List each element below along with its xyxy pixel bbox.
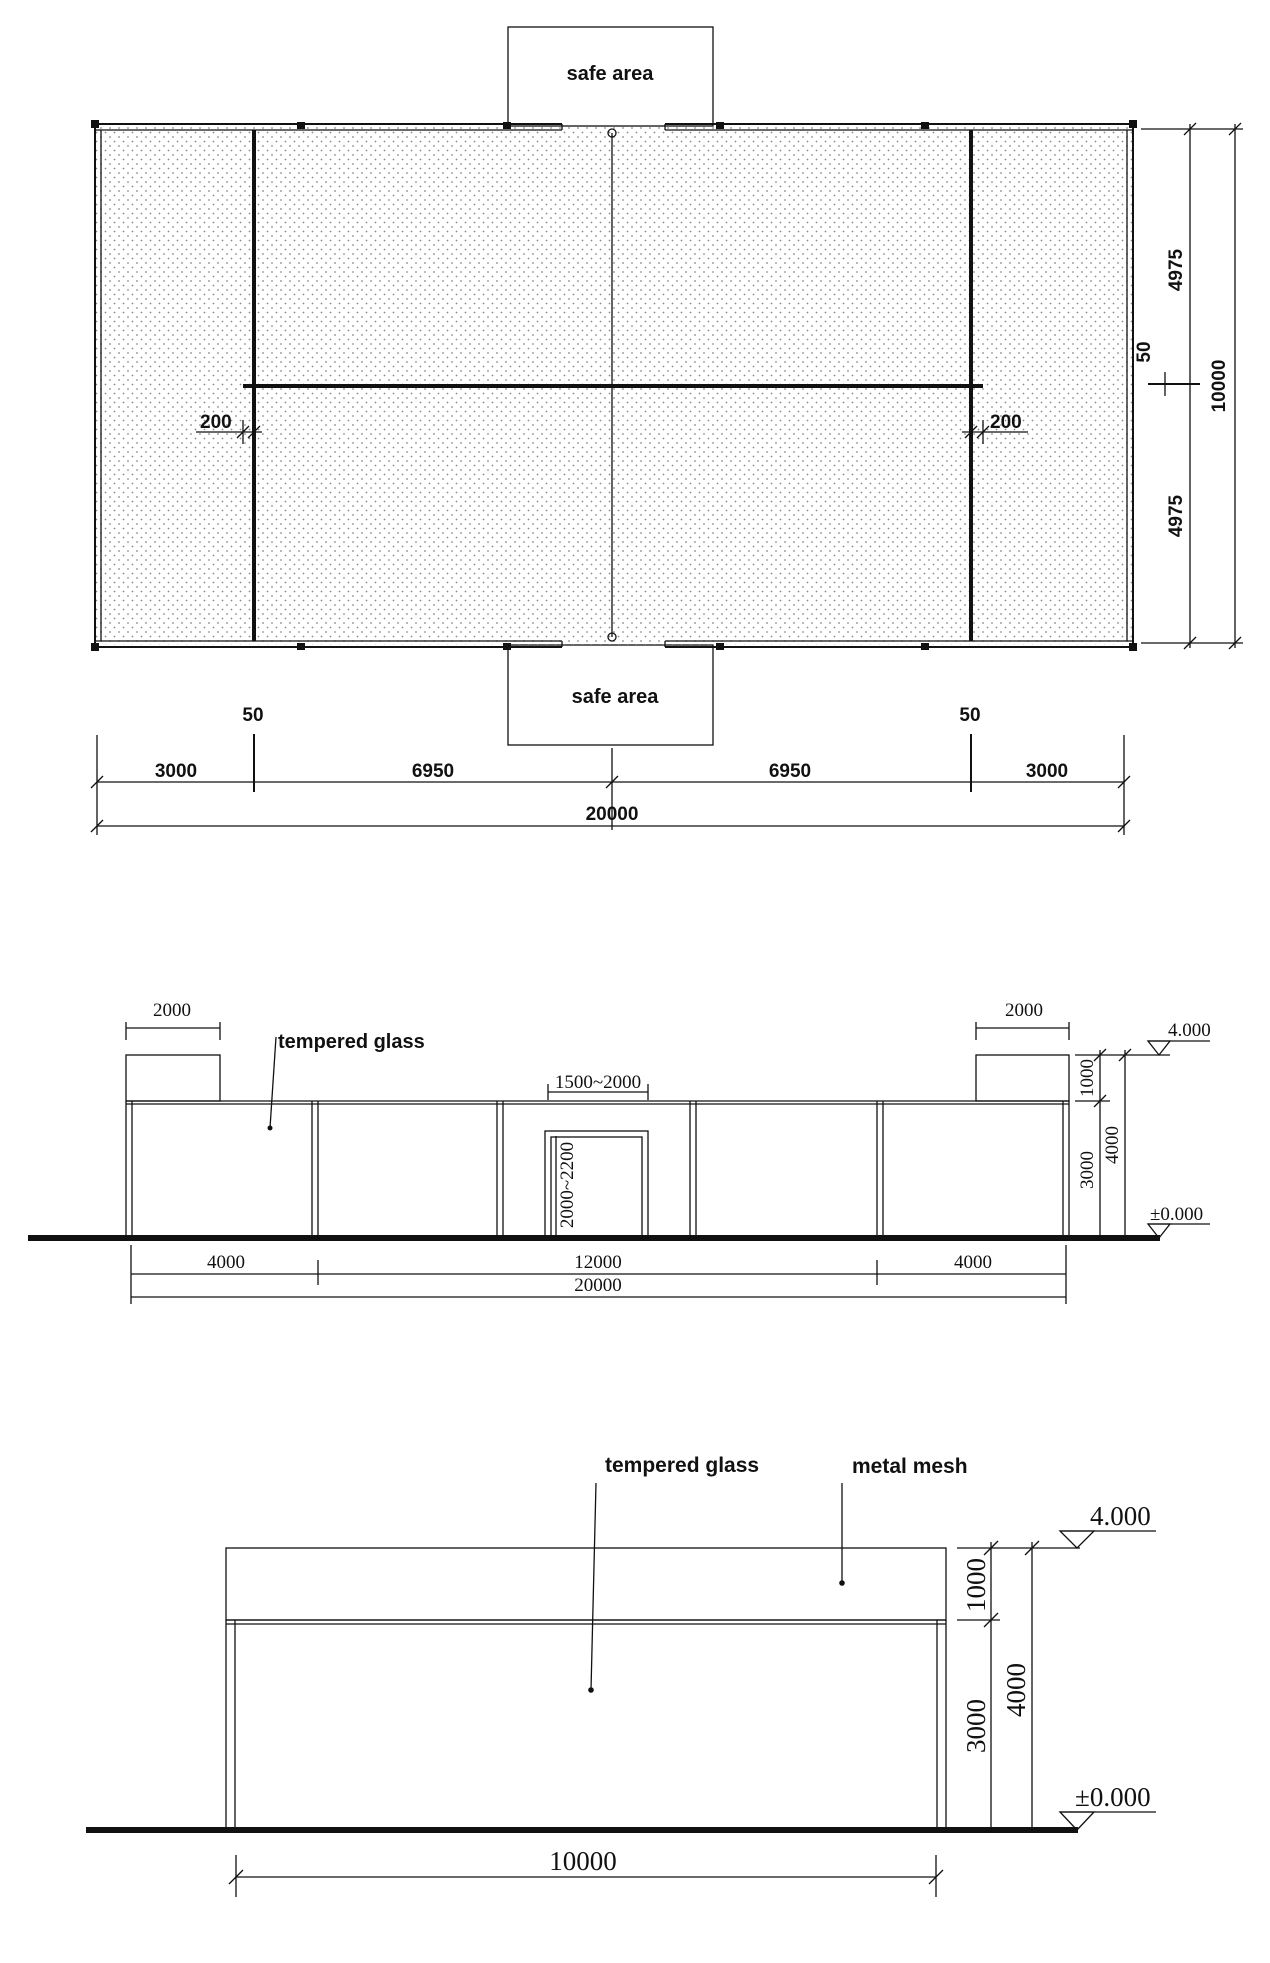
glass-label-end: tempered glass xyxy=(605,1454,760,1477)
glass-label-leader-side xyxy=(268,1031,425,1131)
dim-side-total-text: 20000 xyxy=(574,1275,622,1296)
mesh-label-leader-end xyxy=(839,1455,967,1586)
level-marker-top-end xyxy=(1060,1531,1094,1548)
safe-area-top-label: safe area xyxy=(566,63,654,85)
dim-middle-section-text: 12000 xyxy=(574,1252,622,1273)
level-ground-end-text: ±0.000 xyxy=(1075,1782,1151,1812)
dim-door-width-text: 1500~2000 xyxy=(554,1072,642,1093)
dim-half-left-text: 6950 xyxy=(411,761,455,782)
dim-half-top-text: 4975 xyxy=(1166,248,1187,292)
dim-end-total-height-text: 4000 xyxy=(1001,1663,1031,1717)
dim-center-line-text: 50 xyxy=(1134,341,1155,363)
dim-side-lengths xyxy=(131,1245,1066,1304)
level-top-side-text: 4.000 xyxy=(1168,1020,1211,1041)
dim-back-right-text: 3000 xyxy=(1025,761,1069,782)
plan-view xyxy=(91,27,1243,835)
side-elevation xyxy=(28,1000,1211,1304)
dim-depth-total-text: 10000 xyxy=(1209,359,1230,413)
dim-door-height-text: 2000~2200 xyxy=(557,1141,578,1229)
level-ground-side-text: ±0.000 xyxy=(1150,1204,1204,1225)
dim-offset-right-text: 200 xyxy=(990,412,1022,433)
dim-side-glass-height-text: 3000 xyxy=(1077,1151,1098,1189)
dim-side-mesh-height-text: 1000 xyxy=(1077,1059,1098,1097)
dim-mesh-widths xyxy=(126,1000,1069,1040)
dim-line-left-text: 50 xyxy=(242,705,264,726)
mesh-panel-left xyxy=(126,1055,220,1101)
dim-width-total-text: 20000 xyxy=(585,804,639,825)
dim-end-width-text: 10000 xyxy=(549,1846,617,1876)
dim-mesh-width-right-text: 2000 xyxy=(1005,1000,1043,1021)
dim-line-right-text: 50 xyxy=(959,705,981,726)
dim-mesh-width-left-text: 2000 xyxy=(153,1000,191,1021)
dim-door xyxy=(548,1072,648,1237)
mesh-label-end: metal mesh xyxy=(852,1455,968,1478)
glass-wall-side xyxy=(126,1101,1069,1237)
dim-end-glass-height-text: 3000 xyxy=(961,1699,991,1753)
dim-half-bottom-text: 4975 xyxy=(1166,494,1187,538)
dim-half-right-text: 6950 xyxy=(768,761,812,782)
dim-side-total-height-text: 4000 xyxy=(1102,1126,1123,1164)
dim-back-left-text: 3000 xyxy=(154,761,198,782)
dim-end-heights xyxy=(957,1501,1156,1832)
level-top-end-text: 4.000 xyxy=(1090,1501,1151,1531)
safe-area-bottom-label: safe area xyxy=(571,686,659,708)
dim-end-width xyxy=(229,1846,943,1897)
dim-plan-width xyxy=(91,705,1130,835)
mesh-panel-right xyxy=(976,1055,1069,1101)
level-marker-top-side xyxy=(1148,1041,1170,1055)
mesh-panel-end xyxy=(226,1548,946,1620)
glass-wall-end xyxy=(226,1620,946,1828)
dim-side-heights xyxy=(1075,1020,1211,1240)
dim-left-section-text: 4000 xyxy=(207,1252,245,1273)
end-elevation xyxy=(86,1454,1156,1897)
glass-label-leader-end xyxy=(588,1454,759,1693)
glass-label-side: tempered glass xyxy=(278,1031,425,1053)
dim-offset-left-text: 200 xyxy=(200,412,232,433)
dim-plan-depth xyxy=(1134,123,1243,649)
dim-right-section-text: 4000 xyxy=(954,1252,992,1273)
dim-end-mesh-height-text: 1000 xyxy=(961,1558,991,1612)
